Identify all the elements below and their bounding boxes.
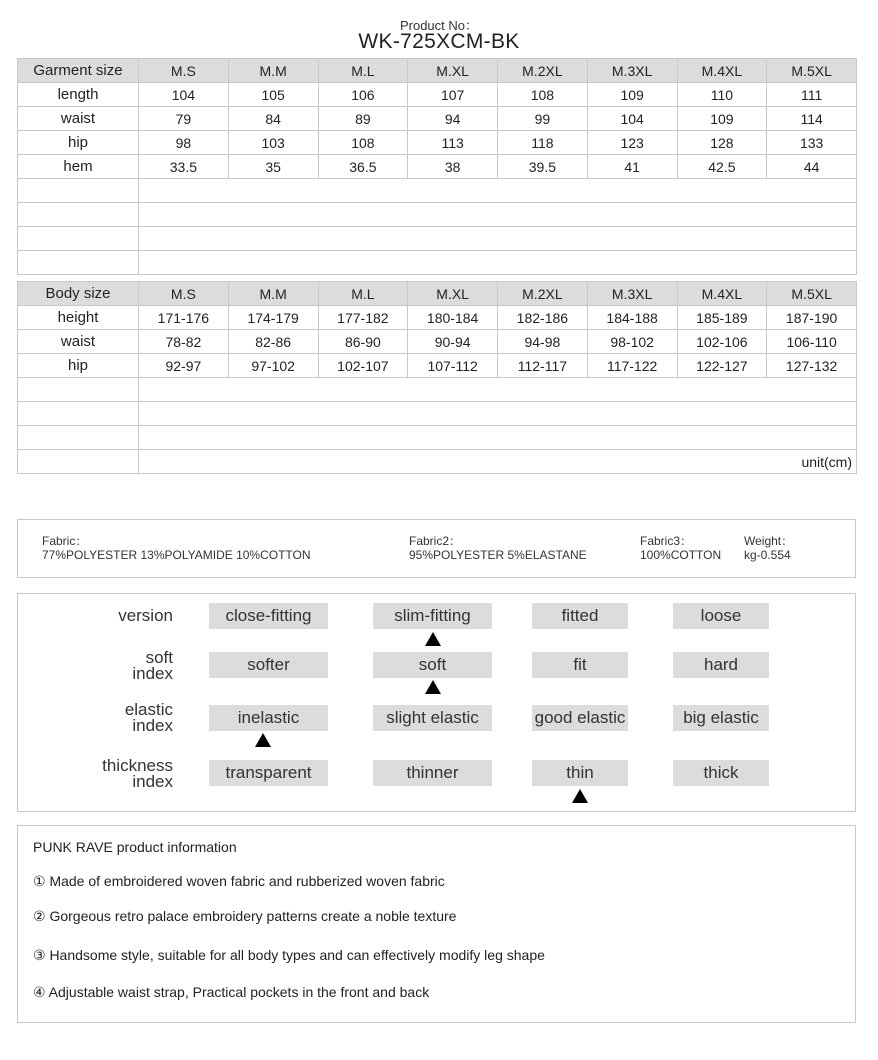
fabric-3 — [640, 534, 721, 562]
table-cell: 82-86 — [228, 330, 318, 354]
table-cell: 102-107 — [318, 354, 408, 378]
table-cell: 78-82 — [139, 330, 229, 354]
table-cell: height — [18, 306, 139, 330]
fabric-2-value: 95%POLYESTER 5%ELASTANE — [409, 548, 587, 562]
thickness-index-label-line1: thickness — [102, 756, 173, 775]
product-info-item: ② Gorgeous retro palace embroidery patterns create a noble texture — [33, 908, 457, 924]
table-header-cell: M.4XL — [677, 282, 767, 306]
empty-row — [18, 402, 857, 426]
garment-size-table — [17, 58, 857, 275]
product-no-label: Product No： — [399, 18, 479, 33]
table-cell: 174-179 — [228, 306, 318, 330]
table-cell: 38 — [408, 155, 498, 179]
table-header-row — [18, 59, 857, 83]
table-header-cell: M.4XL — [677, 59, 767, 83]
version-label: version — [118, 606, 173, 625]
empty-row — [18, 179, 857, 203]
table-row — [18, 354, 857, 378]
fabric-panel — [17, 519, 856, 578]
table-cell: 102-106 — [677, 330, 767, 354]
empty-row — [18, 251, 857, 275]
soft-index-label-line1: soft — [145, 648, 173, 667]
table-header-cell: M.5XL — [767, 59, 857, 83]
table-cell: 84 — [228, 107, 318, 131]
table-header-cell: M.S — [139, 59, 229, 83]
version-option: slim-fitting — [373, 603, 492, 629]
thickness-option: thinner — [373, 760, 492, 786]
table-header-cell: M.2XL — [498, 282, 588, 306]
table-header-cell: M.5XL — [767, 282, 857, 306]
table-cell: 104 — [139, 83, 229, 107]
table-cell: hem — [18, 155, 139, 179]
thickness-option: transparent — [209, 760, 328, 786]
thickness-index-label-line2: index — [132, 772, 173, 791]
table-cell: 117-122 — [587, 354, 677, 378]
weight — [744, 534, 793, 562]
fabric-1 — [42, 534, 311, 562]
elastic-option: inelastic — [209, 705, 328, 731]
table-cell: 98-102 — [587, 330, 677, 354]
table-cell: 41 — [587, 155, 677, 179]
empty-row — [18, 227, 857, 251]
table-cell: 182-186 — [498, 306, 588, 330]
table-header-cell: M.3XL — [587, 59, 677, 83]
table-header-cell: Body size — [18, 282, 139, 306]
table-cell: 86-90 — [318, 330, 408, 354]
soft-option: soft — [373, 652, 492, 678]
table-cell: 98 — [139, 131, 229, 155]
table-cell: waist — [18, 107, 139, 131]
thickness-option: thin — [532, 760, 628, 786]
table-header-cell: M.L — [318, 282, 408, 306]
empty-cell — [139, 251, 857, 275]
fabric-1-value: 77%POLYESTER 13%POLYAMIDE 10%COTTON — [42, 548, 311, 562]
soft-option: softer — [209, 652, 328, 678]
empty-cell — [18, 426, 139, 450]
thickness-option: thick — [673, 760, 769, 786]
table-cell: 94 — [408, 107, 498, 131]
table-row — [18, 155, 857, 179]
product-info-item: ④ Adjustable waist strap, Practical pockets in the front and back — [33, 984, 430, 1000]
empty-cell — [18, 450, 139, 474]
table-cell: 106 — [318, 83, 408, 107]
empty-row — [18, 203, 857, 227]
soft-index-label — [132, 650, 173, 682]
unit-row — [18, 450, 857, 474]
table-row — [18, 83, 857, 107]
elastic-option: big elastic — [673, 705, 769, 731]
product-info-item: ① Made of embroidered woven fabric and rubberized woven fabric — [33, 873, 445, 889]
table-cell: 177-182 — [318, 306, 408, 330]
table-header-cell: M.2XL — [498, 59, 588, 83]
weight-label: Weight： — [744, 534, 794, 548]
table-header-cell: M.XL — [408, 59, 498, 83]
table-cell: 44 — [767, 155, 857, 179]
fabric-3-label: Fabric3： — [640, 534, 693, 548]
version-option: loose — [673, 603, 769, 629]
table-cell: 122-127 — [677, 354, 767, 378]
thickness-index-label — [102, 758, 173, 790]
empty-cell — [139, 203, 857, 227]
product-index-panel — [17, 593, 856, 812]
table-cell: 108 — [498, 83, 588, 107]
table-cell: 184-188 — [587, 306, 677, 330]
table-cell: 94-98 — [498, 330, 588, 354]
version-option: fitted — [532, 603, 628, 629]
empty-cell — [139, 402, 857, 426]
table-cell: 109 — [587, 83, 677, 107]
soft-option: hard — [673, 652, 769, 678]
table-cell: 99 — [498, 107, 588, 131]
empty-cell — [18, 251, 139, 275]
empty-cell — [18, 179, 139, 203]
empty-cell — [139, 378, 857, 402]
table-cell: 114 — [767, 107, 857, 131]
table-row — [18, 306, 857, 330]
table-cell: 110 — [677, 83, 767, 107]
table-cell: 113 — [408, 131, 498, 155]
table-header-cell: M.M — [228, 59, 318, 83]
table-cell: 92-97 — [139, 354, 229, 378]
table-header-row — [18, 282, 857, 306]
table-cell: 104 — [587, 107, 677, 131]
table-header-cell: M.L — [318, 59, 408, 83]
fabric-2 — [409, 534, 587, 562]
empty-cell — [139, 227, 857, 251]
table-cell: 128 — [677, 131, 767, 155]
table-header-cell: M.XL — [408, 282, 498, 306]
fabric-3-value: 100%COTTON — [640, 548, 722, 562]
table-cell: 35 — [228, 155, 318, 179]
table-cell: 112-117 — [498, 354, 588, 378]
table-header-cell: Garment size — [18, 59, 139, 83]
table-cell: 42.5 — [677, 155, 767, 179]
table-cell: 109 — [677, 107, 767, 131]
table-row — [18, 107, 857, 131]
empty-cell — [18, 203, 139, 227]
product-info-panel — [17, 825, 856, 1023]
table-row — [18, 330, 857, 354]
table-cell: 90-94 — [408, 330, 498, 354]
table-cell: 118 — [498, 131, 588, 155]
table-cell: 107 — [408, 83, 498, 107]
fabric-1-label: Fabric： — [42, 534, 88, 548]
table-cell: 97-102 — [228, 354, 318, 378]
table-cell: 171-176 — [139, 306, 229, 330]
triangle-up-icon — [425, 632, 441, 646]
elastic-index-label-line2: index — [132, 716, 173, 735]
table-cell: 185-189 — [677, 306, 767, 330]
elastic-option: slight elastic — [373, 705, 492, 731]
table-cell: 180-184 — [408, 306, 498, 330]
table-cell: 187-190 — [767, 306, 857, 330]
table-cell: 123 — [587, 131, 677, 155]
table-cell: 103 — [228, 131, 318, 155]
empty-cell — [18, 402, 139, 426]
soft-index-label-line2: index — [132, 664, 173, 683]
table-cell: 79 — [139, 107, 229, 131]
table-cell: hip — [18, 131, 139, 155]
table-cell: 133 — [767, 131, 857, 155]
triangle-up-icon — [572, 789, 588, 803]
empty-cell — [18, 378, 139, 402]
fabric-2-label: Fabric2： — [409, 534, 462, 548]
table-cell: waist — [18, 330, 139, 354]
elastic-index-label-line1: elastic — [124, 700, 173, 719]
product-info-title: PUNK RAVE product information — [33, 839, 237, 855]
table-header-cell: M.M — [228, 282, 318, 306]
table-row — [18, 131, 857, 155]
empty-row — [18, 426, 857, 450]
table-cell: 33.5 — [139, 155, 229, 179]
table-cell: 106-110 — [767, 330, 857, 354]
empty-cell — [139, 179, 857, 203]
elastic-index-label — [125, 702, 173, 734]
triangle-up-icon — [425, 680, 441, 694]
soft-option: fit — [532, 652, 628, 678]
table-header-cell: M.S — [139, 282, 229, 306]
triangle-up-icon — [255, 733, 271, 747]
table-cell: 108 — [318, 131, 408, 155]
weight-value: kg-0.554 — [744, 548, 791, 562]
table-cell: 36.5 — [318, 155, 408, 179]
table-cell: 39.5 — [498, 155, 588, 179]
empty-row — [18, 378, 857, 402]
table-cell: hip — [18, 354, 139, 378]
table-cell: 127-132 — [767, 354, 857, 378]
table-cell: 111 — [767, 83, 857, 107]
product-number: WK-725XCM-BK — [358, 30, 520, 53]
empty-cell — [18, 227, 139, 251]
table-cell: 107-112 — [408, 354, 498, 378]
table-cell: 89 — [318, 107, 408, 131]
table-header-cell: M.3XL — [587, 282, 677, 306]
version-option: close-fitting — [209, 603, 328, 629]
table-cell: length — [18, 83, 139, 107]
body-size-table — [17, 281, 857, 474]
table-cell: 105 — [228, 83, 318, 107]
product-info-item: ③ Handsome style, suitable for all body types and can effectively modify leg shape — [33, 947, 545, 963]
elastic-option: good elastic — [532, 705, 628, 731]
unit-label: unit(cm) — [139, 450, 857, 474]
empty-cell — [139, 426, 857, 450]
